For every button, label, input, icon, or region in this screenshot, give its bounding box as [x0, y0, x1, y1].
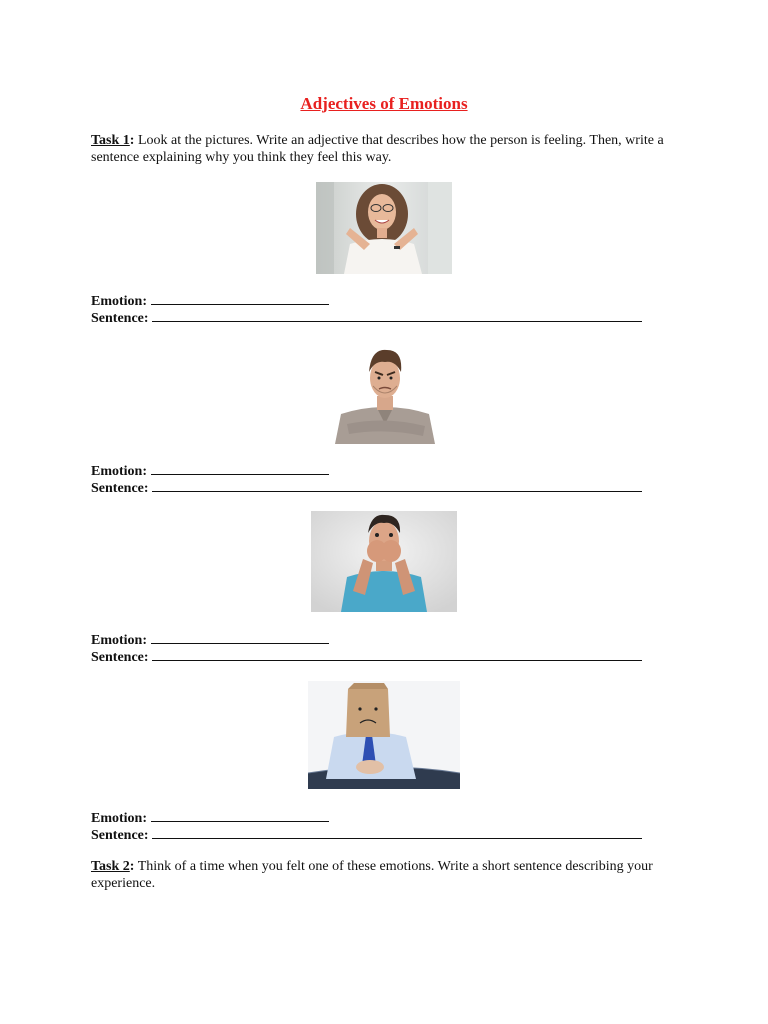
emotion-label: Emotion: [91, 811, 147, 826]
emotion-label: Emotion: [91, 633, 147, 648]
task1-colon: : [129, 133, 135, 148]
page-title: Adjectives of Emotions [300, 94, 468, 113]
task2-label: Task 2 [91, 859, 130, 874]
sentence-label: Sentence: [91, 481, 149, 496]
emotion-blank[interactable] [151, 291, 329, 305]
task1-text: Look at the pictures. Write an adjective that describes how the person is feeling. Then, write a sentence explaining why you think they feel this way. [91, 133, 664, 165]
emotion-blank[interactable] [151, 461, 329, 475]
sentence-field-1 [91, 308, 642, 327]
task2-colon: : [129, 859, 135, 874]
sentence-blank[interactable] [152, 478, 642, 492]
task2-text: Think of a time when you felt one of these emotions. Write a short sentence describing your experience. [91, 859, 653, 891]
emotion-label: Emotion: [91, 464, 147, 479]
sentence-field-2 [91, 478, 642, 497]
task1-instructions [91, 132, 681, 166]
sentence-label: Sentence: [91, 828, 149, 843]
sentence-blank[interactable] [152, 308, 642, 322]
paper-bag-man-photo [308, 681, 460, 789]
sentence-label: Sentence: [91, 650, 149, 665]
emotion-blank[interactable] [151, 808, 329, 822]
sentence-field-4 [91, 825, 642, 844]
sentence-blank[interactable] [152, 647, 642, 661]
sentence-field-3 [91, 647, 642, 666]
happy-woman-photo [316, 182, 452, 274]
sentence-blank[interactable] [152, 825, 642, 839]
task1-label: Task 1 [91, 133, 130, 148]
sentence-label: Sentence: [91, 311, 149, 326]
emotion-blank[interactable] [151, 630, 329, 644]
shocked-man-photo [311, 511, 457, 612]
task2-instructions [91, 858, 681, 892]
angry-man-photo [333, 342, 437, 444]
emotion-label: Emotion: [91, 294, 147, 309]
